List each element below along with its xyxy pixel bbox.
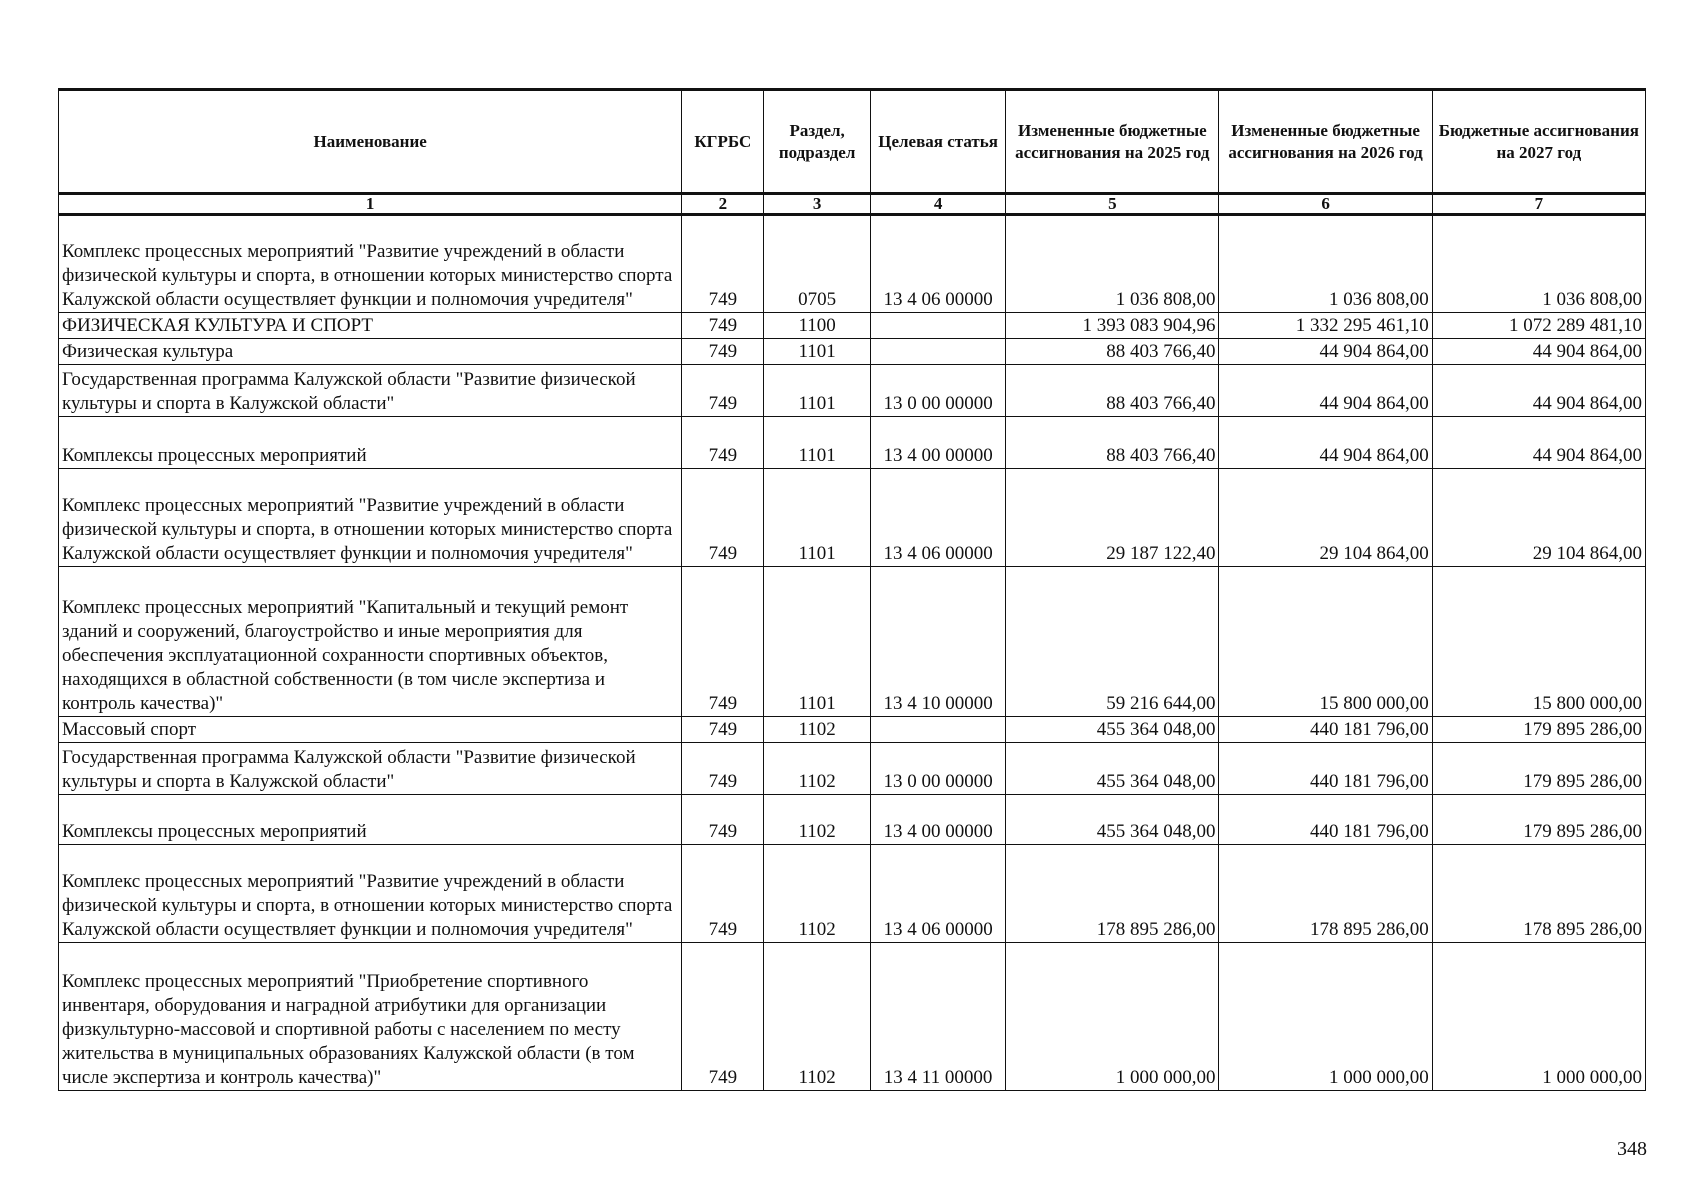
header-target-article: Целевая статья xyxy=(870,90,1005,194)
row-name: Комплекс процессных мероприятий "Развитие учреждений в области физической культуры и спорта, в отношении которых министерство спорта Калужской области осуществляет функции и полномочия учредителя" xyxy=(59,215,682,313)
table-row xyxy=(59,365,1646,417)
row-name: Комплекс процессных мероприятий "Развитие учреждений в области физической культуры и спорта, в отношении которых министерство спорта Калужской области осуществляет функции и полномочия учредителя" xyxy=(59,845,682,943)
budget-document-page xyxy=(58,88,1646,1091)
row-amount-2025: 1 000 000,00 xyxy=(1006,943,1219,1091)
row-kgrbs: 749 xyxy=(682,943,764,1091)
row-kgrbs: 749 xyxy=(682,339,764,365)
row-kgrbs: 749 xyxy=(682,469,764,567)
row-target-article: 13 0 00 00000 xyxy=(870,365,1005,417)
row-target-article: 13 4 06 00000 xyxy=(870,845,1005,943)
row-name: Комплексы процессных мероприятий xyxy=(59,417,682,469)
row-section: 1100 xyxy=(764,313,871,339)
row-kgrbs: 749 xyxy=(682,795,764,845)
row-name: Государственная программа Калужской области "Развитие физической культуры и спорта в Калужской области" xyxy=(59,365,682,417)
header-2025: Измененные бюджетные ассигнования на 2025 год xyxy=(1006,90,1219,194)
row-name: Комплекс процессных мероприятий "Капитальный и текущий ремонт зданий и сооружений, благоустройство и иные мероприятия для обеспечения эксплуатационной сохранности спортивных объектов, находящихся в областной собственности (в том числе экспертиза и контроль качества)" xyxy=(59,567,682,717)
header-2027: Бюджетные ассигнования на 2027 год xyxy=(1432,90,1645,194)
row-name: Массовый спорт xyxy=(59,717,682,743)
row-amount-2027: 44 904 864,00 xyxy=(1432,417,1645,469)
row-amount-2026: 15 800 000,00 xyxy=(1219,567,1432,717)
row-amount-2027: 1 000 000,00 xyxy=(1432,943,1645,1091)
row-amount-2026: 440 181 796,00 xyxy=(1219,717,1432,743)
row-amount-2027: 179 895 286,00 xyxy=(1432,795,1645,845)
table-row xyxy=(59,313,1646,339)
row-target-article xyxy=(870,313,1005,339)
row-section: 1102 xyxy=(764,845,871,943)
table-row xyxy=(59,943,1646,1091)
row-amount-2026: 44 904 864,00 xyxy=(1219,339,1432,365)
row-kgrbs: 749 xyxy=(682,717,764,743)
row-amount-2025: 455 364 048,00 xyxy=(1006,717,1219,743)
row-amount-2026: 44 904 864,00 xyxy=(1219,417,1432,469)
row-amount-2026: 1 332 295 461,10 xyxy=(1219,313,1432,339)
row-amount-2026: 44 904 864,00 xyxy=(1219,365,1432,417)
budget-allocation-table xyxy=(58,88,1646,1091)
row-amount-2025: 455 364 048,00 xyxy=(1006,795,1219,845)
row-target-article: 13 4 11 00000 xyxy=(870,943,1005,1091)
table-row xyxy=(59,717,1646,743)
row-amount-2026: 29 104 864,00 xyxy=(1219,469,1432,567)
row-kgrbs: 749 xyxy=(682,743,764,795)
row-amount-2026: 440 181 796,00 xyxy=(1219,795,1432,845)
row-amount-2025: 88 403 766,40 xyxy=(1006,339,1219,365)
row-amount-2025: 1 036 808,00 xyxy=(1006,215,1219,313)
row-amount-2027: 44 904 864,00 xyxy=(1432,339,1645,365)
table-row xyxy=(59,845,1646,943)
row-target-article xyxy=(870,717,1005,743)
row-amount-2027: 1 036 808,00 xyxy=(1432,215,1645,313)
row-kgrbs: 749 xyxy=(682,313,764,339)
row-amount-2025: 1 393 083 904,96 xyxy=(1006,313,1219,339)
column-number: 1 xyxy=(59,194,682,215)
row-amount-2025: 88 403 766,40 xyxy=(1006,365,1219,417)
row-section: 1101 xyxy=(764,339,871,365)
page-number: 348 xyxy=(1617,1138,1647,1160)
row-name: Государственная программа Калужской области "Развитие физической культуры и спорта в Калужской области" xyxy=(59,743,682,795)
row-target-article: 13 0 00 00000 xyxy=(870,743,1005,795)
row-target-article: 13 4 10 00000 xyxy=(870,567,1005,717)
row-amount-2025: 88 403 766,40 xyxy=(1006,417,1219,469)
row-kgrbs: 749 xyxy=(682,567,764,717)
row-target-article xyxy=(870,339,1005,365)
column-number-row xyxy=(59,194,1646,215)
row-amount-2025: 178 895 286,00 xyxy=(1006,845,1219,943)
row-amount-2025: 29 187 122,40 xyxy=(1006,469,1219,567)
header-2026: Измененные бюджетные ассигнования на 2026 год xyxy=(1219,90,1432,194)
row-target-article: 13 4 00 00000 xyxy=(870,795,1005,845)
row-amount-2026: 440 181 796,00 xyxy=(1219,743,1432,795)
header-name: Наименование xyxy=(59,90,682,194)
row-amount-2027: 1 072 289 481,10 xyxy=(1432,313,1645,339)
row-section: 1101 xyxy=(764,417,871,469)
row-amount-2026: 178 895 286,00 xyxy=(1219,845,1432,943)
table-row xyxy=(59,339,1646,365)
column-number: 6 xyxy=(1219,194,1432,215)
row-section: 1101 xyxy=(764,469,871,567)
row-section: 1101 xyxy=(764,567,871,717)
row-section: 1102 xyxy=(764,943,871,1091)
table-row xyxy=(59,743,1646,795)
header-section: Раздел, подраздел xyxy=(764,90,871,194)
row-name: Физическая культура xyxy=(59,339,682,365)
row-amount-2027: 29 104 864,00 xyxy=(1432,469,1645,567)
table-header-row xyxy=(59,90,1646,194)
table-row xyxy=(59,795,1646,845)
row-amount-2025: 455 364 048,00 xyxy=(1006,743,1219,795)
row-amount-2027: 44 904 864,00 xyxy=(1432,365,1645,417)
row-name: ФИЗИЧЕСКАЯ КУЛЬТУРА И СПОРТ xyxy=(59,313,682,339)
row-kgrbs: 749 xyxy=(682,215,764,313)
row-amount-2027: 15 800 000,00 xyxy=(1432,567,1645,717)
table-row xyxy=(59,215,1646,313)
column-number: 4 xyxy=(870,194,1005,215)
row-amount-2027: 178 895 286,00 xyxy=(1432,845,1645,943)
row-section: 0705 xyxy=(764,215,871,313)
row-amount-2027: 179 895 286,00 xyxy=(1432,743,1645,795)
row-name: Комплекс процессных мероприятий "Развитие учреждений в области физической культуры и спорта, в отношении которых министерство спорта Калужской области осуществляет функции и полномочия учредителя" xyxy=(59,469,682,567)
table-row xyxy=(59,417,1646,469)
row-amount-2026: 1 036 808,00 xyxy=(1219,215,1432,313)
table-row xyxy=(59,469,1646,567)
row-kgrbs: 749 xyxy=(682,365,764,417)
row-target-article: 13 4 06 00000 xyxy=(870,215,1005,313)
column-number: 3 xyxy=(764,194,871,215)
column-number: 5 xyxy=(1006,194,1219,215)
row-target-article: 13 4 00 00000 xyxy=(870,417,1005,469)
row-name: Комплекс процессных мероприятий "Приобретение спортивного инвентаря, оборудования и наградной атрибутики для организации физкультурно-массовой и спортивной работы с населением по месту жительства в муниципальных образованиях Калужской области (в том числе экспертиза и контроль качества)" xyxy=(59,943,682,1091)
column-number: 7 xyxy=(1432,194,1645,215)
row-section: 1101 xyxy=(764,365,871,417)
row-kgrbs: 749 xyxy=(682,845,764,943)
header-kgrbs: КГРБС xyxy=(682,90,764,194)
row-amount-2027: 179 895 286,00 xyxy=(1432,717,1645,743)
row-target-article: 13 4 06 00000 xyxy=(870,469,1005,567)
row-section: 1102 xyxy=(764,743,871,795)
table-row xyxy=(59,567,1646,717)
column-number: 2 xyxy=(682,194,764,215)
row-section: 1102 xyxy=(764,717,871,743)
row-name: Комплексы процессных мероприятий xyxy=(59,795,682,845)
row-amount-2026: 1 000 000,00 xyxy=(1219,943,1432,1091)
row-kgrbs: 749 xyxy=(682,417,764,469)
row-section: 1102 xyxy=(764,795,871,845)
row-amount-2025: 59 216 644,00 xyxy=(1006,567,1219,717)
